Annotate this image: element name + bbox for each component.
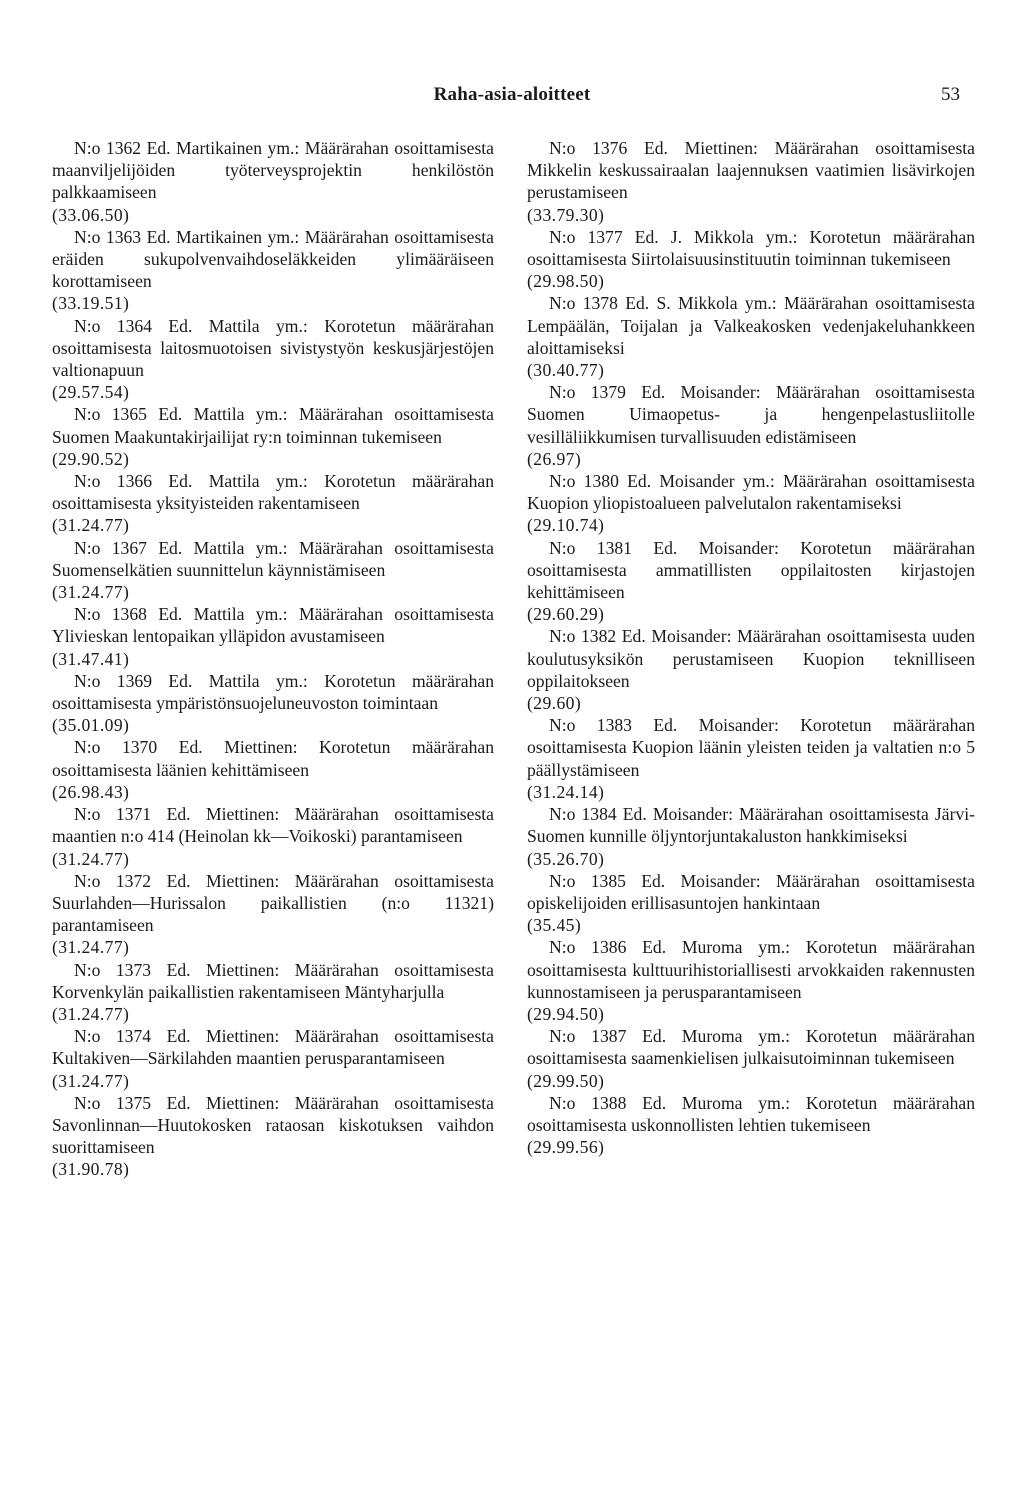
budget-code: (31.24.14) [527, 781, 605, 802]
motion-title: N:o 1373 Ed. Miettinen: Määrärahan osoittamisesta Korvenkylän paikallistien rakentamiseen Mäntyharjulla [52, 959, 494, 1002]
budget-code: (35.01.09) [52, 715, 130, 736]
motion-title: N:o 1376 Ed. Miettinen: Määrärahan osoittamisesta Mikkelin keskussairaalan laajennuksen vaatimien lisävirkojen perustamiseen [527, 138, 975, 203]
motion-title: N:o 1368 Ed. Mattila ym.: Määrärahan osoittamisesta Ylivieskan lentopaikan ylläpidon avustamiseen [52, 604, 494, 647]
motion-entry [52, 137, 494, 226]
budget-code: (31.24.77) [52, 937, 130, 958]
motion-entry [52, 315, 494, 404]
motion-title: N:o 1362 Ed. Martikainen ym.: Määrärahan osoittamisesta maanviljelijöiden työterveysprojektin henkilöstön palkkaamiseen [52, 138, 494, 203]
motion-entry [527, 137, 975, 226]
motion-title: N:o 1365 Ed. Mattila ym.: Määrärahan osoittamisesta Suomen Maakuntakirjailijat ry:n toiminnan tukemiseen [52, 404, 494, 447]
budget-code: (30.40.77) [527, 360, 605, 381]
budget-code: (31.24.77) [52, 1003, 130, 1024]
motion-title: N:o 1384 Ed. Moisander: Määrärahan osoittamisesta Järvi-Suomen kunnille öljyntorjuntakaluston hankkimiseksi [527, 804, 975, 847]
motion-title: N:o 1379 Ed. Moisander: Määrärahan osoittamisesta Suomen Uimaopetus- ja hengenpelastusliitolle vesilläliikkumisen turvallisuuden edistämiseen [527, 382, 975, 447]
page-number: 53 [941, 84, 960, 105]
motion-entry [527, 470, 975, 537]
budget-code: (29.90.52) [52, 448, 130, 469]
motion-entry [52, 959, 494, 1026]
motion-title: N:o 1377 Ed. J. Mikkola ym.: Korotetun määrärahan osoittamisesta Siirtolaisuusinstituutin toiminnan tukemiseen [527, 226, 975, 270]
motion-entry [527, 381, 975, 470]
motion-title: N:o 1370 Ed. Miettinen: Korotetun määrärahan osoittamisesta läänien kehittämiseen [52, 737, 494, 780]
budget-code: (29.10.74) [527, 515, 605, 536]
motion-entry [52, 803, 494, 870]
motion-entry [527, 625, 975, 714]
motion-title: N:o 1366 Ed. Mattila ym.: Korotetun määrärahan osoittamisesta yksityisteiden rakentamiseen [52, 471, 494, 514]
motion-title: N:o 1385 Ed. Moisander: Määrärahan osoittamisesta opiskelijoiden erillisasuntojen hankintaan [527, 870, 975, 913]
budget-code: (35.26.70) [527, 848, 605, 869]
budget-code: (31.24.77) [52, 848, 130, 869]
motion-entry [52, 603, 494, 670]
budget-code: (31.24.77) [52, 582, 130, 603]
motion-entry [527, 936, 975, 1025]
motion-entry [527, 292, 975, 381]
motion-title: N:o 1382 Ed. Moisander: Määrärahan osoittamisesta uuden koulutusyksikön perustamiseen Kuopion teknilliseen oppilaitokseen [527, 626, 975, 691]
motion-title: N:o 1369 Ed. Mattila ym.: Korotetun määrärahan osoittamisesta ympäristönsuojeluneuvoston toimintaan [52, 670, 494, 714]
motion-title: N:o 1378 Ed. S. Mikkola ym.: Määrärahan osoittamisesta Lempäälän, Toijalan ja Valkeakosken vedenjakeluhankkeen aloittamiseksi [527, 293, 975, 358]
budget-code: (26.98.43) [52, 781, 130, 802]
motion-title: N:o 1383 Ed. Moisander: Korotetun määrärahan osoittamisesta Kuopion läänin yleisten teiden ja valtatien n:o 5 päällystämiseen [527, 715, 975, 780]
budget-code: (33.06.50) [52, 204, 130, 225]
motion-entry [527, 870, 975, 937]
motion-entry [527, 226, 975, 293]
motion-entry [52, 403, 494, 470]
budget-code: (33.79.30) [527, 204, 605, 225]
budget-code: (31.47.41) [52, 648, 130, 669]
motion-entry [527, 714, 975, 803]
motion-title: N:o 1375 Ed. Miettinen: Määrärahan osoittamisesta Savonlinnan—Huutokosken rataosan kiskotuksen vaihdon suorittamiseen [52, 1092, 494, 1158]
motion-title: N:o 1371 Ed. Miettinen: Määrärahan osoittamisesta maantien n:o 414 (Heinolan kk—Voikoski) parantamiseen [52, 804, 494, 847]
motion-entry [52, 470, 494, 537]
motion-entry [52, 537, 494, 604]
motion-entry [52, 1092, 494, 1181]
motion-title: N:o 1364 Ed. Mattila ym.: Korotetun määrärahan osoittamisesta laitosmuotoisen sivistystyön keskusjärjestöjen valtionapuun [52, 315, 494, 381]
motion-title: N:o 1367 Ed. Mattila ym.: Määrärahan osoittamisesta Suomenselkätien suunnittelun käynnistämiseen [52, 537, 494, 580]
right-column [527, 137, 975, 1158]
budget-code: (35.45) [527, 915, 582, 936]
budget-code: (26.97) [527, 448, 582, 469]
page-header [0, 84, 1024, 108]
budget-code: (33.19.51) [52, 293, 130, 314]
budget-code: (29.57.54) [52, 382, 130, 403]
motion-title: N:o 1387 Ed. Muroma ym.: Korotetun määrärahan osoittamisesta saamenkielisen julkaisutoiminnan tukemiseen [527, 1026, 975, 1069]
budget-code: (29.99.56) [527, 1137, 605, 1158]
motion-title: N:o 1374 Ed. Miettinen: Määrärahan osoittamisesta Kultakiven—Särkilahden maantien perusparantamiseen [52, 1026, 494, 1069]
motion-title: N:o 1386 Ed. Muroma ym.: Korotetun määrärahan osoittamisesta kulttuurihistoriallisesti arvokkaiden rakennusten kunnostamiseen ja perusparantamiseen [527, 937, 975, 1002]
motion-title: N:o 1372 Ed. Miettinen: Määrärahan osoittamisesta Suurlahden—Hurissalon paikallistien (n:o 11321) parantamiseen [52, 870, 494, 936]
budget-code: (29.98.50) [527, 271, 605, 292]
motion-entry [52, 870, 494, 959]
motion-entry [527, 537, 975, 626]
budget-code: (29.60.29) [527, 604, 605, 625]
budget-code: (29.99.50) [527, 1070, 605, 1091]
budget-code: (31.24.77) [52, 1070, 130, 1091]
motion-entry [52, 670, 494, 737]
running-title: Raha-asia-aloitteet [433, 84, 591, 105]
motion-entry [52, 226, 494, 315]
motion-entry [52, 1025, 494, 1092]
motion-title: N:o 1381 Ed. Moisander: Korotetun määrärahan osoittamisesta ammatillisten oppilaitosten kirjastojen kehittämiseen [527, 537, 975, 603]
budget-code: (31.90.78) [52, 1159, 130, 1180]
motion-entry [52, 736, 494, 803]
motion-title: N:o 1380 Ed. Moisander ym.: Määrärahan osoittamisesta Kuopion yliopistoalueen palvelutalon rakentamiseksi [527, 471, 975, 514]
budget-code: (29.94.50) [527, 1003, 605, 1024]
budget-code: (31.24.77) [52, 515, 130, 536]
left-column [52, 137, 494, 1181]
motion-entry [527, 1092, 975, 1159]
motion-title: N:o 1363 Ed. Martikainen ym.: Määrärahan osoittamisesta eräiden sukupolvenvaihdoseläkkeiden ylimääräiseen korottamiseen [52, 226, 494, 292]
motion-entry [527, 1025, 975, 1092]
budget-code: (29.60) [527, 693, 582, 714]
motion-title: N:o 1388 Ed. Muroma ym.: Korotetun määrärahan osoittamisesta uskonnollisten lehtien tukemiseen [527, 1092, 975, 1135]
motion-entry [527, 803, 975, 870]
